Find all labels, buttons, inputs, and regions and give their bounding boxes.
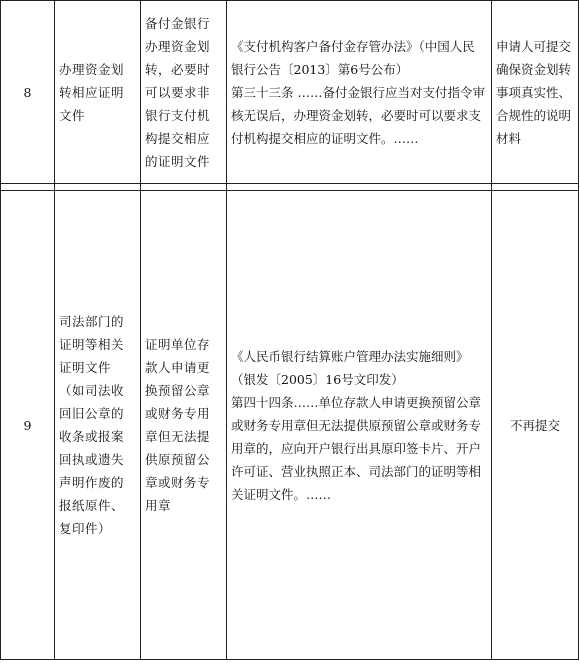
handling-result: 不再提交 (492, 191, 579, 660)
handling-result: 申请人可提交确保资金划转事项真实性、合规性的说明材料 (492, 1, 579, 184)
legal-basis (227, 1, 492, 184)
certificate-item: 办理资金划转相应证明文件 (55, 1, 141, 184)
legal-basis-title: 《支付机构客户备付金存管办法》（中国人民银行公告〔2013〕第6号公布） (231, 38, 475, 77)
certificate-item: 司法部门的证明等相关证明文件（如司法收回旧公章的收条或报案回执或遗失声明作废的报纸原件、复印件） (55, 191, 141, 660)
legal-basis-title: 《人民币银行结算账户管理办法实施细则》（银发〔2005〕16号文印发） (231, 348, 469, 387)
row-number: 9 (1, 191, 55, 660)
table-row (1, 191, 579, 660)
row-number: 8 (1, 1, 55, 184)
legal-basis-text: 第四十四条……单位存款人申请更换预留公章或财务专用章但无法提供原预留公章或财务专用章的，应向开户银行出具原印签卡片、开户许可证、营业执照正本、司法部门的证明等相关证明文件。…… (231, 394, 482, 502)
row-separator (1, 184, 579, 191)
legal-basis-text: 第三十三条 ……备付金银行应当对支付指令审核无误后，办理资金划转，必要时可以要求支付机构提交相应的证明文件。…… (231, 84, 485, 146)
table-row (1, 1, 579, 184)
requirement-text: 证明单位存款人申请更换预留公章或财务专用章但无法提供原预留公章或财务专用章 (141, 191, 227, 660)
requirement-text: 备付金银行办理资金划转，必要时可以要求非银行支付机构提交相应的证明文件 (141, 1, 227, 184)
legal-basis (227, 191, 492, 660)
